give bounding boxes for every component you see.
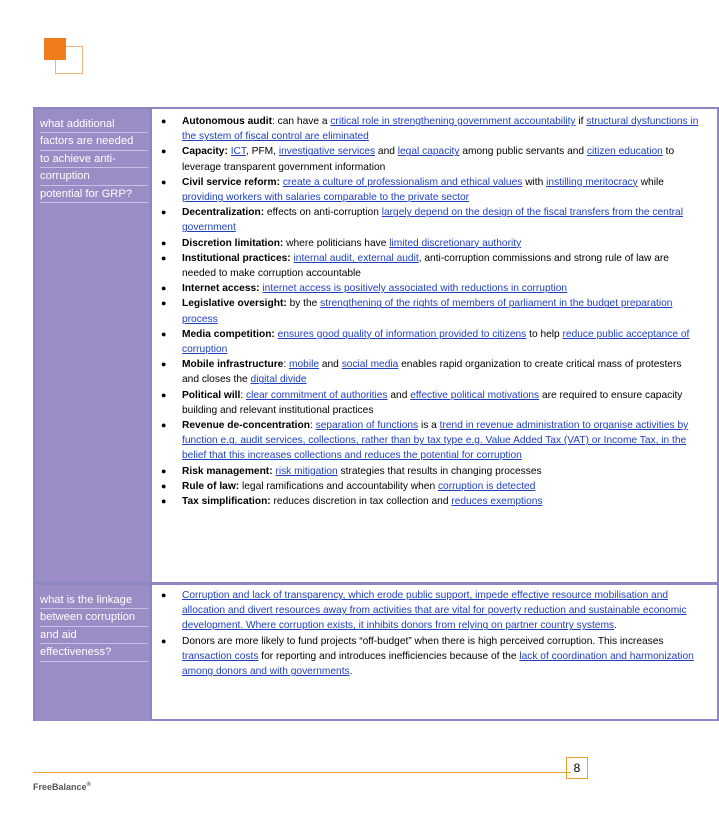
question-text-1 (35, 109, 148, 203)
question-line: factors are needed (40, 133, 148, 150)
bullet-item (152, 296, 699, 326)
bullet-dot-icon: ● (161, 389, 167, 400)
reference-link[interactable]: largely depend on the design of the fiscal transfers from the central government (182, 207, 683, 234)
bullet-text: to help (526, 328, 563, 340)
bullet-item (152, 144, 699, 174)
bullet-dot-icon: ● (161, 252, 167, 263)
reference-link[interactable]: limited discretionary authority (389, 237, 522, 249)
bullet-term: Institutional practices: (182, 252, 291, 264)
question-text-2 (35, 585, 148, 662)
reference-link[interactable]: clear commitment of authorities (245, 389, 388, 401)
reference-link[interactable]: risk mitigation (275, 465, 338, 477)
bullet-term: Risk management: (182, 465, 273, 477)
answer-cell-2 (152, 588, 717, 679)
bullet-term: Mobile infrastructure (182, 359, 284, 371)
page-number: 8 (566, 757, 588, 779)
bullet-item (152, 357, 699, 387)
bullet-term: Rule of law: (182, 480, 240, 492)
bullet-text: reduces discretion in tax collection and (270, 496, 452, 508)
bullet-dot-icon: ● (161, 283, 167, 294)
bullet-text: : can have a (271, 116, 331, 127)
bullet-text: are required to ensure capacity building and relevant institutional practices (182, 389, 683, 416)
question-line: corruption (40, 168, 148, 185)
reference-link[interactable]: citizen education (586, 146, 663, 158)
content-table (33, 107, 719, 721)
bullet-dot-icon: ● (161, 237, 167, 248)
bullet-dot-icon: ● (161, 480, 167, 491)
bullet-item (152, 494, 699, 509)
bullet-dot-icon: ● (161, 328, 167, 339)
bullet-term: Decentralization: (182, 207, 265, 219)
bullet-text: : (309, 420, 316, 432)
reference-link[interactable]: lack of coordination and harmonization among donors and with governments (182, 650, 694, 678)
answer-cell-1 (152, 114, 717, 509)
bullet-dot-icon: ● (161, 116, 167, 126)
bullet-dot-icon: ● (161, 146, 167, 157)
bullet-text: with (522, 176, 547, 188)
bullet-text: : (283, 359, 289, 371)
bullet-dot-icon: ● (161, 207, 167, 218)
question-cell-1 (35, 109, 152, 582)
reference-link[interactable]: strengthening of the rights of members of parliament in the budget preparation process (182, 298, 673, 325)
reference-link[interactable]: trend in revenue administration to organise activities by function e.g. audit services, collections, rather than by tax type e.g. Value Added Tax (VAT) or Income Tax, in the belief that this increases collections and reduces the potential for corruption (182, 420, 689, 462)
reference-link[interactable]: investigative services (278, 146, 376, 158)
reference-link[interactable]: instilling meritocracy (546, 176, 638, 188)
bullet-text: if (575, 116, 587, 127)
bullet-term: Legislative oversight: (182, 298, 287, 310)
registered-mark: ® (86, 782, 91, 788)
bullet-item (152, 114, 699, 144)
bullet-text: and (319, 359, 342, 371)
bullet-item (152, 388, 699, 418)
bullet-item (152, 418, 699, 464)
reference-link[interactable]: digital divide (250, 374, 307, 386)
question-line: effectiveness? (40, 644, 148, 661)
bullet-text: . (349, 666, 353, 678)
bullet-text: : (240, 389, 246, 401)
reference-link[interactable]: Corruption and lack of transparency, which erode public support, impede effective resource mobilisation and allocation and divert resources away from activities that are vital for poverty reduction and sustainable economic development. Where corruption exists, it inhibits donors from relying on partner country systems (182, 590, 687, 632)
bullet-term: Civil service reform: (182, 176, 280, 188)
bullet-term: Autonomous audit (182, 116, 272, 127)
bullet-term: Tax simplification: (182, 496, 271, 508)
bullet-item (152, 205, 699, 235)
bullet-item (152, 634, 699, 680)
reference-link[interactable]: internet access is positively associated with reductions in corruption (262, 283, 568, 295)
bullet-dot-icon: ● (161, 420, 167, 431)
reference-link[interactable]: reduces exemptions (451, 496, 543, 508)
bullet-text: legal ramifications and accountability when (239, 480, 438, 492)
reference-link[interactable]: mobile (289, 359, 320, 371)
question-line: between corruption (40, 609, 148, 626)
bullet-dot-icon: ● (161, 590, 167, 600)
reference-link[interactable]: transaction costs (182, 650, 259, 662)
bullet-text: to leverage transparent government information (182, 146, 675, 173)
reference-link[interactable]: effective political motivations (410, 389, 540, 401)
bullet-dot-icon: ● (161, 496, 167, 507)
bullet-text: where politicians have (283, 237, 390, 249)
reference-link[interactable]: create a culture of professionalism and ethical values (282, 176, 523, 188)
bullet-text: by the (286, 298, 321, 310)
question-line: potential for GRP? (40, 186, 148, 203)
bullet-text: effects on anti-corruption (264, 207, 382, 219)
answer-list-1 (152, 114, 699, 509)
reference-link[interactable]: reduce public acceptance of corruption (182, 328, 690, 356)
bullet-text: Donors are more likely to fund projects “off-budget” when there is high perceived corruption. This increases (182, 635, 664, 647)
bullet-text: , anti-corruption commissions and strong rule of law are needed to make corruption accountable (182, 252, 669, 280)
bullet-item (152, 479, 699, 494)
question-line: what additional (40, 116, 148, 133)
reference-link[interactable]: separation of functions (315, 420, 419, 432)
brand-name: FreeBalance (33, 782, 87, 792)
bullet-item (152, 175, 699, 205)
reference-link[interactable]: social media (341, 359, 399, 371)
reference-link[interactable]: providing workers with salaries comparable to the private sector (182, 192, 470, 204)
bullet-item (152, 464, 699, 479)
bullet-text: enables rapid organization to create critical mass of protesters and closes the (182, 359, 682, 386)
reference-link[interactable]: legal capacity (397, 146, 460, 158)
bullet-dot-icon: ● (161, 176, 167, 187)
bullet-text: among public servants and (459, 146, 587, 158)
bullet-term: Media competition: (182, 328, 275, 340)
bullet-item (152, 236, 699, 251)
bullet-text: . (614, 620, 617, 632)
bullet-text: for reporting and introduces inefficiencies because of the (258, 650, 520, 662)
bullet-term: Internet access: (182, 283, 260, 295)
footer-rule (33, 772, 571, 773)
bullet-item (152, 327, 699, 357)
question-line: what is the linkage (40, 592, 148, 609)
decorative-orange-square (44, 38, 66, 60)
bullet-dot-icon: ● (161, 465, 167, 476)
bullet-text: strategies that results in changing processes (337, 465, 542, 477)
reference-link[interactable]: internal audit, external audit (293, 252, 419, 264)
question-line: to achieve anti- (40, 151, 148, 168)
answer-list-2 (152, 588, 699, 679)
bullet-text: and (375, 146, 398, 158)
reference-link[interactable]: structural dysfunctions in the system of fiscal control are eliminated (182, 116, 699, 143)
bullet-item (152, 588, 699, 634)
question-line: and aid (40, 627, 148, 644)
bullet-term: Revenue de-concentration (182, 420, 310, 432)
reference-link[interactable]: ensures good quality of information provided to citizens (277, 328, 527, 340)
footer-brand (33, 782, 91, 792)
question-cell-2 (35, 585, 152, 721)
bullet-term: Capacity: (182, 146, 228, 158)
bullet-text: is a (418, 420, 440, 432)
bullet-text: , PFM, (245, 146, 279, 158)
reference-link[interactable]: critical role in strengthening government accountability (330, 116, 576, 127)
bullet-dot-icon: ● (161, 359, 167, 370)
reference-link[interactable]: ICT (230, 146, 246, 158)
bullet-dot-icon: ● (161, 635, 167, 646)
bullet-item (152, 251, 699, 281)
bullet-item (152, 281, 699, 296)
bullet-term: Discretion limitation: (182, 237, 284, 249)
bullet-text: and (387, 389, 411, 401)
bullet-text: while (637, 176, 664, 188)
reference-link[interactable]: corruption is detected (437, 480, 536, 492)
bullet-term: Political will (182, 389, 241, 401)
bullet-dot-icon: ● (161, 298, 167, 309)
